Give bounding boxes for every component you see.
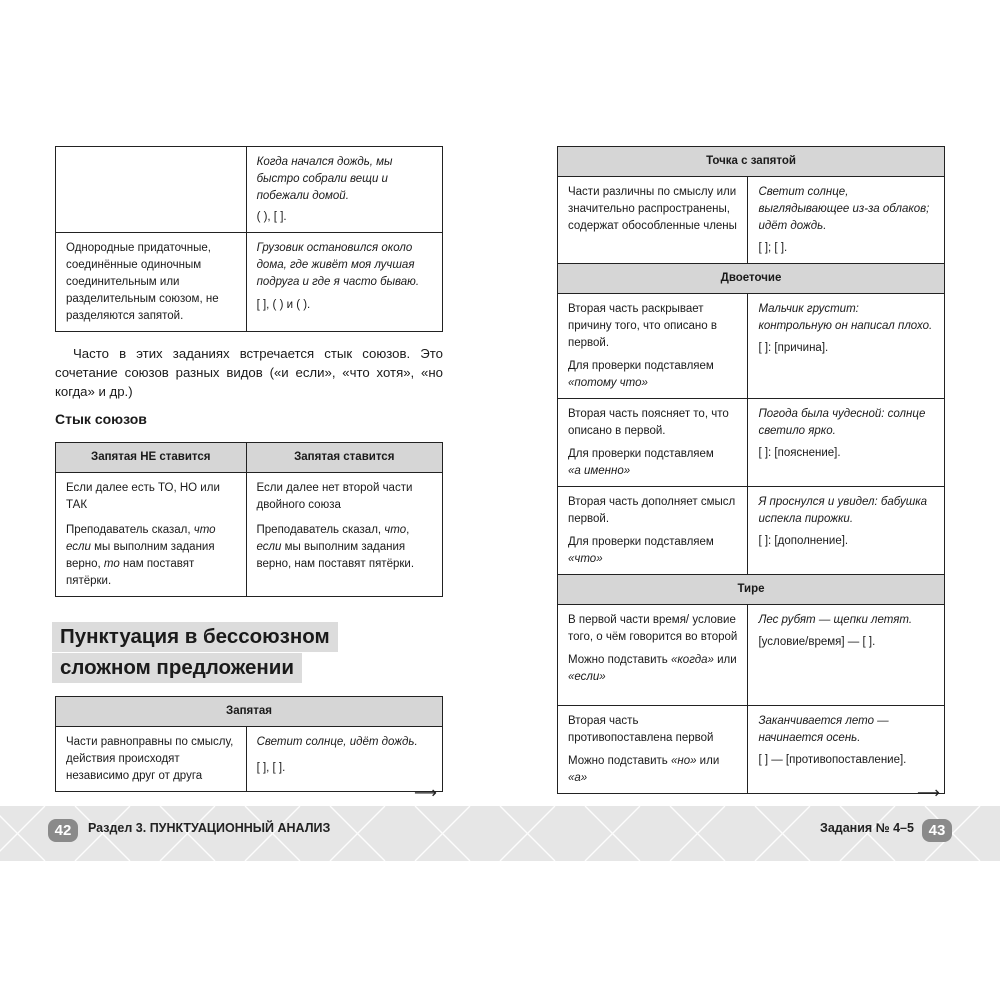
example-text: Погода была чудесной: солнце светило ярко. (758, 408, 926, 437)
comma-table (55, 696, 443, 792)
check-word: «что» (568, 553, 603, 565)
example-text: Преподаватель сказал, что если мы выполним задания верно, то нам поставят пятёрки. (66, 524, 216, 587)
example-text: Лес рубят — щепки летят. (758, 614, 913, 626)
scheme-text: ( ), [ ]. (256, 211, 287, 223)
rule-cell (558, 177, 748, 264)
rule-text: Вторая часть раскрывает причину того, что описано в первой. (568, 303, 717, 349)
check-word: «потому что» (568, 377, 648, 389)
example-cell (748, 399, 945, 487)
subheading: Стык союзов (55, 411, 147, 427)
example-text: Я проснулся и увидел: бабушка испекла пирожки. (758, 496, 928, 525)
check-text: Для проверки подставляем (568, 536, 714, 548)
rule-cell (246, 473, 442, 597)
rule-text: Если далее нет второй части двойного союза (256, 482, 413, 511)
rule-text: Части равноправны по смыслу, действия происходят независимо друг от друга (66, 736, 234, 782)
example-cell (246, 233, 442, 332)
example-text: Когда начался дождь, мы быстро собрали вещи и побежали домой. (256, 156, 393, 202)
rule-cell (56, 233, 247, 332)
check-text: Для проверки подставляем (568, 448, 714, 460)
table-header: Запятая (56, 697, 443, 727)
section-title-line1: Пунктуация в бессоюзном (52, 622, 338, 652)
rule-text: Однородные придаточные, соединённые одиночным соединительным или разделительным союзом, не разделяются запятой. (66, 242, 219, 322)
semicolon-header: Точка с запятой (558, 147, 945, 177)
scheme-text: [ ]; [ ]. (758, 242, 788, 254)
body-paragraph: Часто в этих заданиях встречается стык союзов. Это сочетание союзов разных видов («и если», «что хотя», «но когда» и др.) (55, 346, 443, 399)
rule-cell (56, 727, 247, 792)
example-text: Мальчик грустит: контрольную он написал плохо. (758, 303, 933, 332)
check-text: Можно подставить «когда» или «если» (568, 654, 737, 683)
continue-arrow-icon: ⟶ (917, 785, 940, 802)
example-cell (246, 147, 442, 233)
empty-rule-cell (56, 147, 247, 233)
bsp-punctuation-table (557, 146, 945, 794)
example-text: Грузовик остановился около дома, где живёт моя лучшая подруга и где я часто бываю. (256, 242, 420, 288)
column-header: Запятая НЕ ставится (56, 443, 247, 473)
scheme-text: [ ]: [причина]. (758, 342, 829, 354)
rule-text: В первой части время/ условие того, о чём говорится во второй (568, 614, 738, 643)
continue-arrow-icon: ⟶ (414, 785, 437, 802)
rule-text: Если далее есть ТО, НО или ТАК (66, 482, 220, 511)
rule-text: Вторая часть противопоставлена первой (568, 715, 714, 744)
page-number-right: 43 (922, 819, 952, 842)
check-word: «а именно» (568, 465, 631, 477)
colon-header: Двоеточие (558, 264, 945, 294)
rule-text: Части различны по смыслу или значительно распространены, содержат обособленные члены (568, 186, 737, 232)
example-text: Заканчивается лето — начинается осень. (758, 715, 889, 744)
section-title-line2: сложном предложении (52, 653, 302, 683)
scheme-text: [ ], ( ) и ( ). (256, 299, 311, 311)
rule-cell (56, 473, 247, 597)
tasks-label: Задания № 4–5 (820, 821, 914, 835)
rule-text: Вторая часть дополняет смысл первой. (568, 496, 736, 525)
complex-sentence-table (55, 146, 443, 332)
example-text: Преподаватель сказал, что, если мы выполним задания верно, нам поставят пятёрки. (256, 524, 415, 570)
junction-table (55, 442, 443, 597)
rule-cell (558, 399, 748, 487)
scheme-text: [ ]: [пояснение]. (758, 447, 841, 459)
page-number-left: 42 (48, 819, 78, 842)
rule-cell (558, 706, 748, 794)
example-cell (246, 727, 442, 792)
rule-cell (558, 605, 748, 706)
example-cell (748, 605, 945, 706)
rule-cell (558, 487, 748, 575)
example-text: Светит солнце, выглядывающее из-за облаков; идёт дождь. (758, 186, 930, 232)
example-cell (748, 294, 945, 399)
example-text: Светит солнце, идёт дождь. (256, 736, 418, 748)
scheme-text: [ ] — [противопоставление]. (758, 754, 907, 766)
scheme-text: [условие/время] — [ ]. (758, 636, 876, 648)
scheme-text: [ ], [ ]. (256, 762, 286, 774)
scheme-text: [ ]: [дополнение]. (758, 535, 849, 547)
example-cell (748, 487, 945, 575)
example-cell (748, 706, 945, 794)
example-cell (748, 177, 945, 264)
check-text: Можно подставить «но» или «а» (568, 755, 720, 784)
check-text: Для проверки подставляем (568, 360, 714, 372)
rule-text: Вторая часть поясняет то, что описано в первой. (568, 408, 729, 437)
dash-header: Тире (558, 575, 945, 605)
column-header: Запятая ставится (246, 443, 442, 473)
rule-cell (558, 294, 748, 399)
section-label: Раздел 3. ПУНКТУАЦИОННЫЙ АНАЛИЗ (88, 821, 331, 835)
